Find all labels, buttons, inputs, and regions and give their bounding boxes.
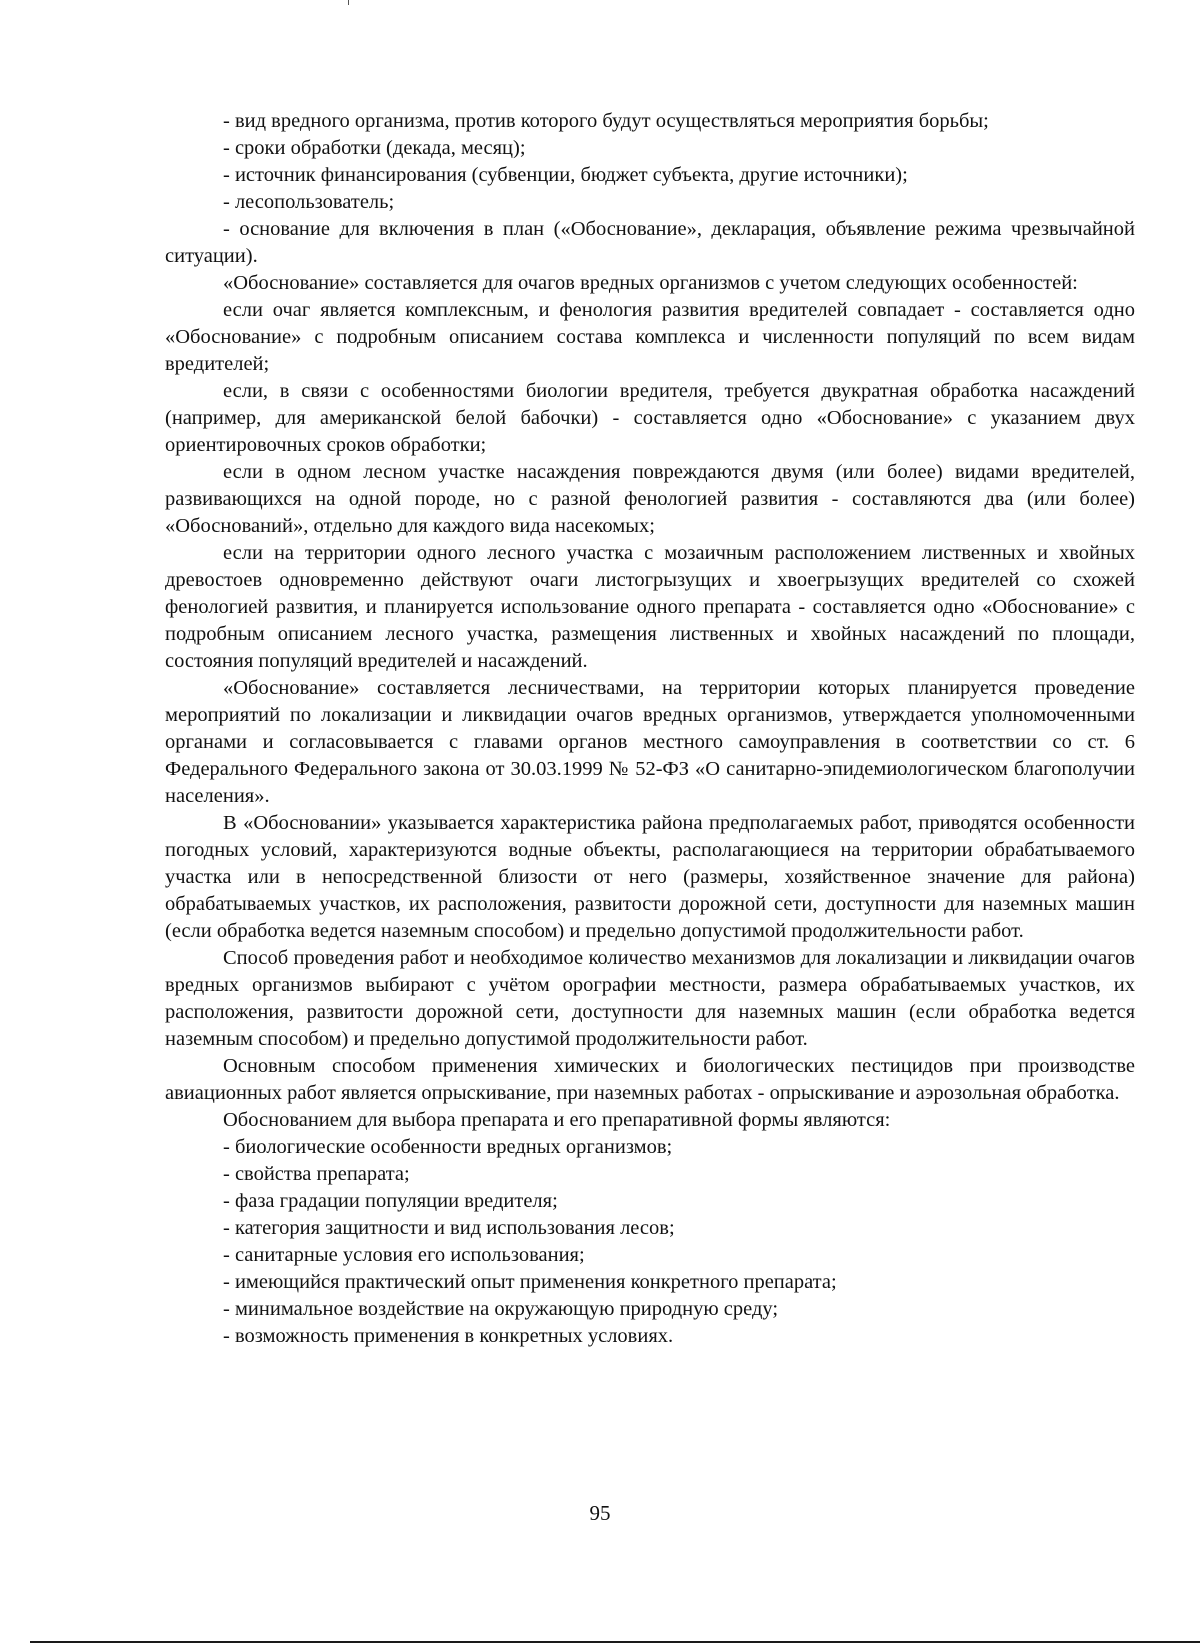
paragraph: Основным способом применения химических и биологических пестицидов при производстве авиационных работ является опрыскивание, при наземных работах - опрыскивание и аэрозольная обработка. [165,1055,1135,1104]
list-item: - лесопользователь; [223,191,395,213]
paragraph: «Обоснование» составляется лесничествами, на территории которых планируется проведение мероприятий по локализации и ликвидации очагов вредных организмов, утверждается уполномоченными органами и согласовывается с главами органов местного самоуправления в соответствии со ст. 6 Федерального Федерального закона от 30.03.1999 № 52-ФЗ «О санитарно-эпидемиологическом благополучии населения». [165,677,1135,807]
list-item: - биологические особенности вредных организмов; [223,1136,673,1158]
list-item: - источник финансирования (субвенции, бюджет субъекта, другие источники); [223,164,908,186]
paragraph: «Обоснование» составляется для очагов вредных организмов с учетом следующих особенностей: [223,272,1078,294]
paragraph: если, в связи с особенностями биологии вредителя, требуется двукратная обработка насаждений (например, для американской белой бабочки) - составляется одно «Обоснование» с указанием двух ориентировочных сроков обработки; [165,380,1135,456]
list-item: - сроки обработки (декада, месяц); [223,137,526,159]
paragraph: если в одном лесном участке насаждения повреждаются двумя (или более) видами вредителей, развивающихся на одной породе, но с разной фенологией развития - составляются два (или более) «Обоснований», отдельно для каждого вида насекомых; [165,461,1135,537]
paragraph: если очаг является комплексным, и фенология развития вредителей совпадает - составляется одно «Обоснование» с подробным описанием состава комплекса и численности популяций по всем видам вредителей; [165,299,1135,375]
list-item: - возможность применения в конкретных условиях. [223,1325,674,1347]
paragraph: Способ проведения работ и необходимое количество механизмов для локализации и ликвидации очагов вредных организмов выбирают с учётом орографии местности, размера обрабатываемых участков, их расположения, развитости дорожной сети, доступности для наземных машин (если обработка ведется наземным способом) и предельно допустимой продолжительности работ. [165,947,1135,1050]
page-body [165,108,1135,1350]
list-item: - основание для включения в план («Обоснование», декларация, объявление режима чрезвычайной ситуации). [165,218,1135,267]
bottom-divider [30,1641,1200,1643]
paragraph: если на территории одного лесного участка с мозаичным расположением лиственных и хвойных древостоев одновременно действуют очаги листогрызущих и хвоегрызущих вредителей со схожей фенологией развития, и планируется использование одного препарата - составляется одно «Обоснование» с подробным описанием лесного участка, размещения лиственных и хвойных насаждений по площади, состояния популяций вредителей и насаждений. [165,542,1135,672]
scan-artifact [348,0,349,5]
list-item: - категория защитности и вид использования лесов; [223,1217,675,1239]
list-item: - минимальное воздействие на окружающую природную среду; [223,1298,779,1320]
list-item: - свойства препарата; [223,1163,410,1185]
list-item: - фаза градации популяции вредителя; [223,1190,558,1212]
paragraph: Обоснованием для выбора препарата и его препаративной формы являются: [223,1109,891,1131]
list-item: - санитарные условия его использования; [223,1244,585,1266]
paragraph: В «Обосновании» указывается характеристика района предполагаемых работ, приводятся особенности погодных условий, характеризуются водные объекты, располагающиеся на территории обрабатываемого участка или в непосредственной близости от него (размеры, хозяйственное значение для района) обрабатываемых участков, их расположения, развитости дорожной сети, доступности для наземных машин (если обработка ведется наземным способом) и предельно допустимой продолжительности работ. [165,812,1135,942]
page-number: 95 [589,1501,611,1525]
list-item: - имеющийся практический опыт применения конкретного препарата; [223,1271,837,1293]
list-item: - вид вредного организма, против которого будут осуществляться мероприятия борьбы; [223,110,989,132]
